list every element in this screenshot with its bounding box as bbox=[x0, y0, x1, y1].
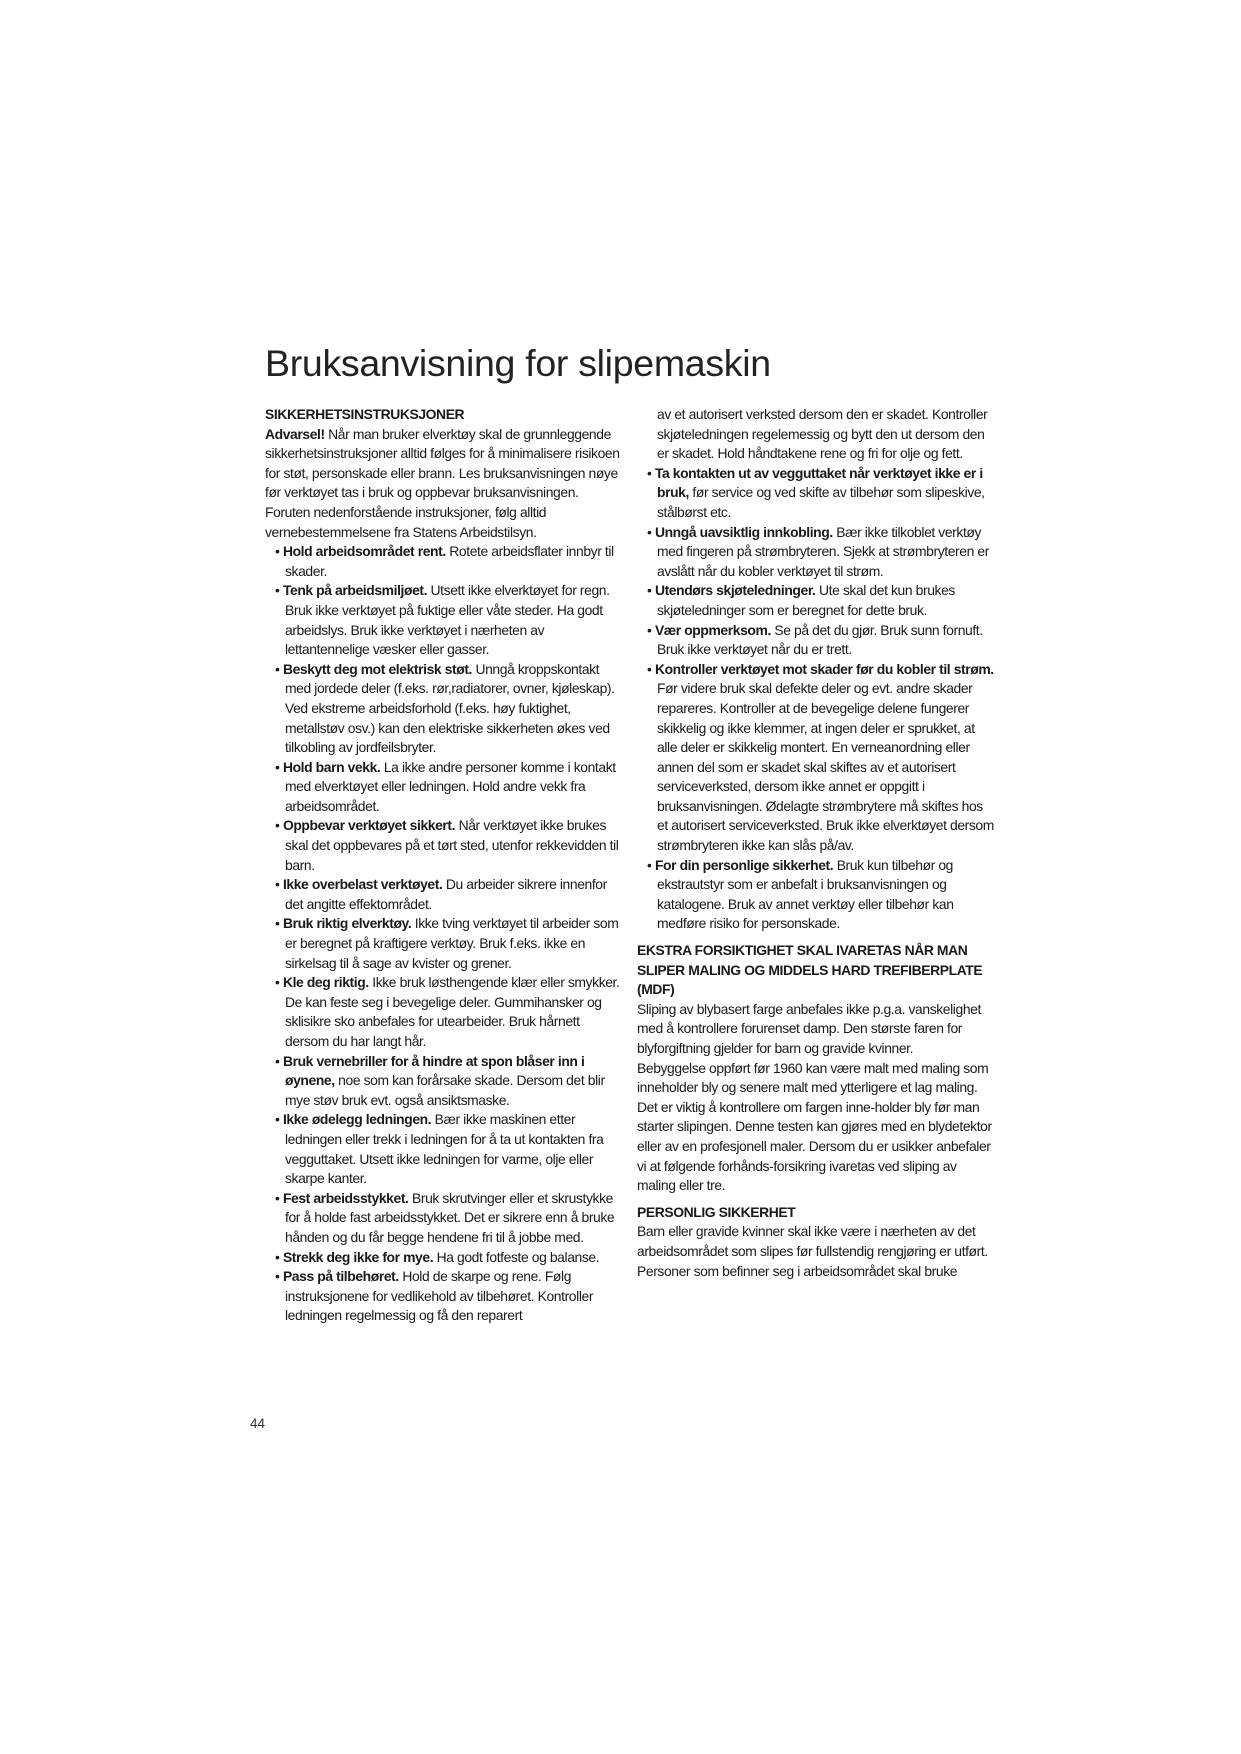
list-item: • Vær oppmerksom. Se på det du gjør. Bruk sunn fornuft. Bruk ikke verktøyet når du er trett. bbox=[647, 621, 983, 658]
list-item-text: Ute skal det kun brukes skjøteledninger som er beregnet for dette bruk. bbox=[657, 582, 955, 618]
list-item-text: La ikke andre personer komme i kontakt med elverktøyet eller ledningen. Hold andre vekk fra arbeidsområdet. bbox=[285, 758, 616, 814]
list-item-text: Bær ikke maskinen etter ledningen eller trekk i ledningen for å ta ut kontakten fra vegguttaket. Utsett ikke ledningen for varme, olje eller skarpe kanter. bbox=[285, 1111, 604, 1187]
section-heading-personal-safety: PERSONLIG SIKKERHET bbox=[637, 1203, 796, 1220]
list-item-text: Rotete arbeidsflater innbyr til skader. bbox=[285, 543, 614, 579]
list-item-bold: Kontroller verktøyet mot skader før du kobler til strøm. bbox=[654, 660, 994, 677]
list-item-bold: Utendørs skjøteledninger. bbox=[654, 582, 816, 599]
list-item: • Beskytt deg mot elektrisk støt. Unngå kroppskontakt med jordede deler (f.eks. rør,radiatorer, ovner, kjøleskap). Ved ekstreme arbeidsforhold (f.eks. høy fuktighet, metallstøv osv.) kan den elektriske sikkerheten økes ved tilkobling av jordfeilsbryter. bbox=[275, 660, 615, 756]
warning-label: Advarsel! bbox=[265, 425, 325, 442]
list-item-text: Bruk kun tilbehør og ekstrautstyr som er anbefalt i bruksanvisningen og katalogene. Bruk av annet verktøy eller tilbehør kan medføre risiko for personskade. bbox=[657, 856, 954, 932]
list-item-bold: Oppbevar verktøyet sikkert. bbox=[282, 817, 456, 834]
list-item-bold: Hold barn vekk. bbox=[282, 758, 381, 775]
list-item-text: noe som kan forårsake skade. Dersom det blir mye støv bruk evt. også ansiktsmaske. bbox=[285, 1072, 605, 1108]
list-item: • Hold barn vekk. La ikke andre personer komme i kontakt med elverktøyet eller ledningen. Hold andre vekk fra arbeidsområdet. bbox=[275, 758, 616, 814]
list-item: • Oppbevar verktøyet sikkert. Når verktøyet ikke brukes skal det oppbevares på et tørt sted, utenfor rekkevidden til barn. bbox=[275, 817, 619, 873]
list-item: • Ta kontakten ut av vegguttaket når verktøyet ikke er i bruk, før service og ved skifte av tilbehør som slipeskive, stålbørst etc. bbox=[647, 464, 985, 520]
list-item-bold: Vær oppmerksom. bbox=[654, 621, 771, 638]
list-item-text: Hold de skarpe og rene. Følg instruksjonene for vedlikehold av tilbehøret. Kontroller ledningen regelmessig og få den reparert bbox=[285, 1268, 594, 1324]
list-item-bold: For din personlige sikkerhet. bbox=[654, 856, 834, 873]
warning-paragraph bbox=[265, 425, 620, 543]
body-paragraph: Sliping av blybasert farge anbefales ikke p.g.a. vanskelighet med å kontrollere forurenset damp. Den største faren for blyforgiftning gjelder for barn og gravide kvinner. bbox=[637, 1000, 981, 1056]
page-number: 44 bbox=[250, 1416, 266, 1431]
list-item-bold: Pass på tilbehøret. bbox=[282, 1268, 399, 1285]
list-item-bold: Unngå uavsiktlig innkobling. bbox=[654, 523, 833, 540]
list-item-text: Bær ikke tilkoblet verktøy med fingeren på strømbryteren. Sjekk at strømbryteren er avslått når du kobler verktøyet til strøm. bbox=[657, 523, 989, 579]
list-item-text: Ikke bruk løsthengende klær eller smykker. De kan feste seg i bevegelige deler. Gummihansker og sklisikre sko anbefales for utearbeider. Bruk hårnett dersom du har langt hår. bbox=[285, 974, 620, 1049]
list-item: • Hold arbeidsområdet rent. Rotete arbeidsflater innbyr til skader. bbox=[275, 543, 614, 579]
list-item-bold: Bruk riktig elverktøy. bbox=[282, 915, 412, 932]
list-item: • Utendørs skjøteledninger. Ute skal det kun brukes skjøteledninger som er beregnet for dette bruk. bbox=[647, 582, 955, 618]
list-item-bold: Fest arbeidsstykket. bbox=[282, 1189, 409, 1206]
list-item: • Fest arbeidsstykket. Bruk skrutvinger eller et skrustykke for å holde fast arbeidsstykket. Det er sikrere enn å bruke hånden og du får begge hendene fri til å jobbe med. bbox=[275, 1189, 615, 1245]
list-item-bold: Ta kontakten ut av vegguttaket når verktøyet ikke er i bruk, bbox=[654, 464, 983, 501]
list-item-text: Ikke tving verktøyet til arbeider som er beregnet på kraftigere verktøy. Bruk f.eks. ikke en sirkelsag til å sage av kvister og grener. bbox=[285, 915, 619, 971]
list-item: • Tenk på arbeidsmiljøet. Utsett ikke elverktøyet for regn. Bruk ikke verktøyet på fuktige eller våte steder. Ha godt arbeidslys. Bruk ikke verktøyet i nærheten av lettantennelige væsker eller gasser. bbox=[275, 582, 610, 658]
right-column bbox=[637, 405, 997, 1281]
list-item: • Kontroller verktøyet mot skader før du kobler til strøm. Før videre bruk skal defekte deler og evt. andre skader repareres. Kontroller at de bevegelige delene fungerer skikkelig og ikke klemmer, at ingen deler er sprukket, at alle deler er skikkelig montert. En verneanordning eller annen del som er skadet skal skiftes av et autorisert serviceverksted, dersom ikke annet er oppgitt i bruksanvisningen. Ødelagte strømbrytere må skiftes hos et autorisert serviceverksted. Bruk ikke elverktøyet dersom strømbryteren ikke kan slås på/av. bbox=[647, 660, 994, 854]
section-heading-mdf: EKSTRA FORSIKTIGHET SKAL IVARETAS NÅR MAN SLIPER MALING OG MIDDELS HARD TREFIBERPLATE (MDF) bbox=[637, 942, 983, 998]
list-item-text: Unngå kroppskontakt med jordede deler (f.eks. rør,radiatorer, ovner, kjøleskap). Ved ekstreme arbeidsforhold (f.eks. høy fuktighet, metallstøv osv.) kan den elektriske sikkerheten økes ved tilkobling av jordfeilsbryter. bbox=[285, 660, 615, 756]
list-item: • Bruk vernebriller for å hindre at spon blåser inn i øynene, noe som kan forårsake skade. Dersom det blir mye støv bruk evt. også ansiktsmaske. bbox=[275, 1052, 605, 1108]
list-item: • Bruk riktig elverktøy. Ikke tving verktøyet til arbeider som er beregnet på kraftigere verktøy. Bruk f.eks. ikke en sirkelsag til å sage av kvister og grener. bbox=[275, 915, 619, 971]
list-item-bold: Ikke overbelast verktøyet. bbox=[282, 876, 443, 893]
section-heading-safety: SIKKERHETSINSTRUKSJONER bbox=[265, 406, 465, 422]
list-item: • Strekk deg ikke for mye. Ha godt fotfeste og balanse. bbox=[275, 1248, 600, 1265]
list-item-text: Du arbeider sikrere innenfor det angitte effektområdet. bbox=[285, 876, 607, 912]
list-item-text: Ha godt fotfeste og balanse. bbox=[433, 1248, 600, 1265]
list-item-bold: Tenk på arbeidsmiljøet. bbox=[282, 582, 428, 599]
warning-text: Når man bruker elverktøy skal de grunnleggende sikkerhetsinstruksjoner alltid følges for å minimalisere risikoen for støt, personskade eller brann. Les bruksanvisningen nøye før verktøyet tas i bruk og oppbevar bruksanvisningen. Foruten nedenforstående instruksjoner, følg alltid vernebestemmelsene fra Statens Arbeidstilsyn. bbox=[265, 425, 620, 540]
list-item-text: Bruk skrutvinger eller et skrustykke for å holde fast arbeidsstykket. Det er sikrere enn å bruke hånden og du får begge hendene fri til å jobbe med. bbox=[285, 1189, 615, 1245]
list-item-bold: Strekk deg ikke for mye. bbox=[282, 1248, 434, 1265]
page-title: Bruksanvisning for slipemaskin bbox=[265, 342, 771, 384]
body-paragraph: Personer som befinner seg i arbeidsområdet skal bruke bbox=[637, 1262, 958, 1279]
list-item: • For din personlige sikkerhet. Bruk kun tilbehør og ekstrautstyr som er anbefalt i bruksanvisningen og katalogene. Bruk av annet verktøy eller tilbehør kan medføre risiko for personskade. bbox=[647, 856, 954, 932]
list-item: • Kle deg riktig. Ikke bruk løsthengende klær eller smykker. De kan feste seg i bevegelige deler. Gummihansker og sklisikre sko anbefales for utearbeider. Bruk hårnett dersom du har langt hår. bbox=[275, 974, 620, 1049]
list-item-text: Når verktøyet ikke brukes skal det oppbevares på et tørt sted, utenfor rekkevidden til barn. bbox=[285, 817, 619, 873]
body-paragraph: Bebyggelse oppført før 1960 kan være malt med maling som inneholder bly og senere malt med ytterligere et lag maling. Det er viktig å kontrollere om fargen inne-holder bly før man starter slipingen. Denne testen kan gjøres med en blydetektor eller av en profesjonell maler. Dersom du er usikker anbefaler vi at følgende forhånds-forsikring ivaretas ved sliping av maling eller tre. bbox=[637, 1059, 992, 1194]
list-item: • Ikke overbelast verktøyet. Du arbeider sikrere innenfor det angitte effektområdet. bbox=[275, 876, 607, 912]
list-item-bold: Hold arbeidsområdet rent. bbox=[282, 543, 446, 560]
list-item: • Ikke ødelegg ledningen. Bær ikke maskinen etter ledningen eller trekk i ledningen for å ta ut kontakten fra vegguttaket. Utsett ikke ledningen for varme, olje eller skarpe kanter. bbox=[275, 1111, 604, 1187]
list-item-text: Se på det du gjør. Bruk sunn fornuft. Bruk ikke verktøyet når du er trett. bbox=[657, 621, 983, 658]
list-item-bold: Beskytt deg mot elektrisk støt. bbox=[282, 660, 473, 677]
body-paragraph: Barn eller gravide kvinner skal ikke være i nærheten av det arbeidsområdet som slipes før fullstendig rengjøring er utført. bbox=[637, 1223, 988, 1259]
continued-text: av et autorisert verksted dersom den er skadet. Kontroller skjøteledningen regelemessig og bytt den ut dersom den er skadet. Hold håndtakene rene og fri for olje og fett. bbox=[657, 406, 988, 462]
list-item: • Unngå uavsiktlig innkobling. Bær ikke tilkoblet verktøy med fingeren på strømbryteren. Sjekk at strømbryteren er avslått når du kobler verktøyet til strøm. bbox=[647, 523, 989, 579]
list-item-bold: Bruk vernebriller for å hindre at spon blåser inn i øynene, bbox=[282, 1052, 585, 1089]
list-item: • Pass på tilbehøret. Hold de skarpe og rene. Følg instruksjonene for vedlikehold av tilbehøret. Kontroller ledningen regelmessig og få den reparert bbox=[275, 1268, 594, 1324]
list-item-text: Før videre bruk skal defekte deler og evt. andre skader repareres. Kontroller at de bevegelige delene fungerer skikkelig og ikke klemmer, at ingen deler er sprukket, at alle deler er skikkelig montert. En verneanordning eller annen del som er skadet skal skiftes av et autorisert serviceverksted, dersom ikke annet er oppgitt i bruksanvisningen. Ødelagte strømbrytere må skiftes hos et autorisert serviceverksted. Bruk ikke elverktøyet dersom strømbryteren ikke kan slås på/av. bbox=[657, 680, 994, 854]
list-item-text: før service og ved skifte av tilbehør som slipeskive, stålbørst etc. bbox=[657, 484, 985, 520]
list-item-bold: Kle deg riktig. bbox=[282, 974, 369, 991]
list-item-text: Utsett ikke elverktøyet for regn. Bruk ikke verktøyet på fuktige eller våte steder. Ha godt arbeidslys. Bruk ikke verktøyet i nærheten av lettantennelige væsker eller gasser. bbox=[285, 582, 610, 658]
left-column bbox=[265, 405, 620, 1326]
list-item-bold: Ikke ødelegg ledningen. bbox=[282, 1111, 432, 1128]
